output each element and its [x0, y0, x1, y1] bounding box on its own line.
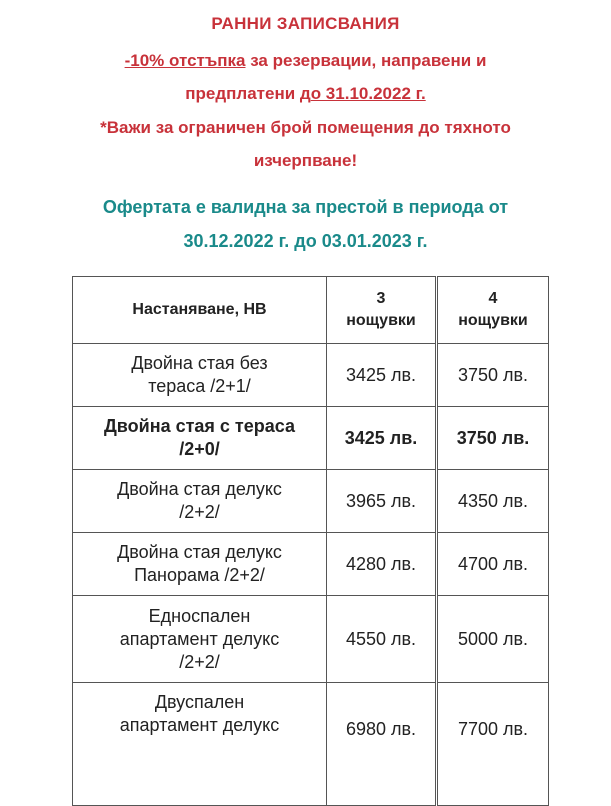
- prepaid-line: [0, 82, 611, 106]
- price-table: [72, 276, 549, 806]
- prepaid-date-link[interactable]: о 31.10.2022 г.: [310, 84, 426, 103]
- table-row: [73, 533, 549, 596]
- header-3-num: 3: [376, 290, 386, 307]
- page-title: РАННИ ЗАПИСВАНИЯ: [211, 14, 400, 33]
- header-3-nights: [327, 277, 437, 344]
- price-3-cell: 4550 лв.: [327, 596, 437, 683]
- room-cell: Двойна стая делукс /2+2/: [73, 470, 327, 533]
- discount-link[interactable]: -10% отстъпка: [124, 51, 246, 70]
- header-3-label: нощувки: [346, 312, 416, 329]
- discount-text: за резервации, направени и: [245, 51, 487, 70]
- price-3-cell: 3965 лв.: [327, 470, 437, 533]
- room-cell: Едноспален апартамент делукс /2+2/: [73, 596, 327, 683]
- note-line-2: изчерпване!: [253, 151, 358, 170]
- table-row: [73, 407, 549, 470]
- table-row: [73, 596, 549, 683]
- room-cell: Двойна стая без тераса /2+1/: [73, 344, 327, 407]
- header-4-num: 4: [488, 290, 498, 307]
- validity-line-1: Офертата е валидна за престой в периода от: [102, 197, 509, 217]
- table-row: [73, 344, 549, 407]
- price-4-cell: 4700 лв.: [437, 533, 549, 596]
- price-4-cell: 7700 лв.: [437, 683, 549, 806]
- price-4-cell: 5000 лв.: [437, 596, 549, 683]
- price-3-cell: 3425 лв.: [327, 407, 437, 470]
- price-3-cell: 3425 лв.: [327, 344, 437, 407]
- table-header-row: [73, 277, 549, 344]
- table-row: [73, 470, 549, 533]
- header-4-nights: [437, 277, 549, 344]
- price-3-cell: 4280 лв.: [327, 533, 437, 596]
- header-room: Настаняване, НВ: [73, 277, 327, 344]
- room-cell: Двойна стая делукс Панорама /2+2/: [73, 533, 327, 596]
- table-row: [73, 683, 549, 806]
- price-3-cell: 6980 лв.: [327, 683, 437, 806]
- validity-line-2: 30.12.2022 г. до 03.01.2023 г.: [183, 231, 428, 251]
- price-4-cell: 3750 лв.: [437, 344, 549, 407]
- prepaid-text: предплатени д: [185, 84, 311, 103]
- note-line-1: *Важи за ограничен брой помещения до тяхното: [100, 118, 511, 137]
- price-4-cell: 3750 лв.: [437, 407, 549, 470]
- room-cell: Двойна стая с тераса /2+0/: [73, 407, 327, 470]
- header-4-label: нощувки: [458, 312, 528, 329]
- price-4-cell: 4350 лв.: [437, 470, 549, 533]
- discount-line: [0, 49, 611, 73]
- room-cell: Двуспален апартамент делукс: [73, 683, 327, 806]
